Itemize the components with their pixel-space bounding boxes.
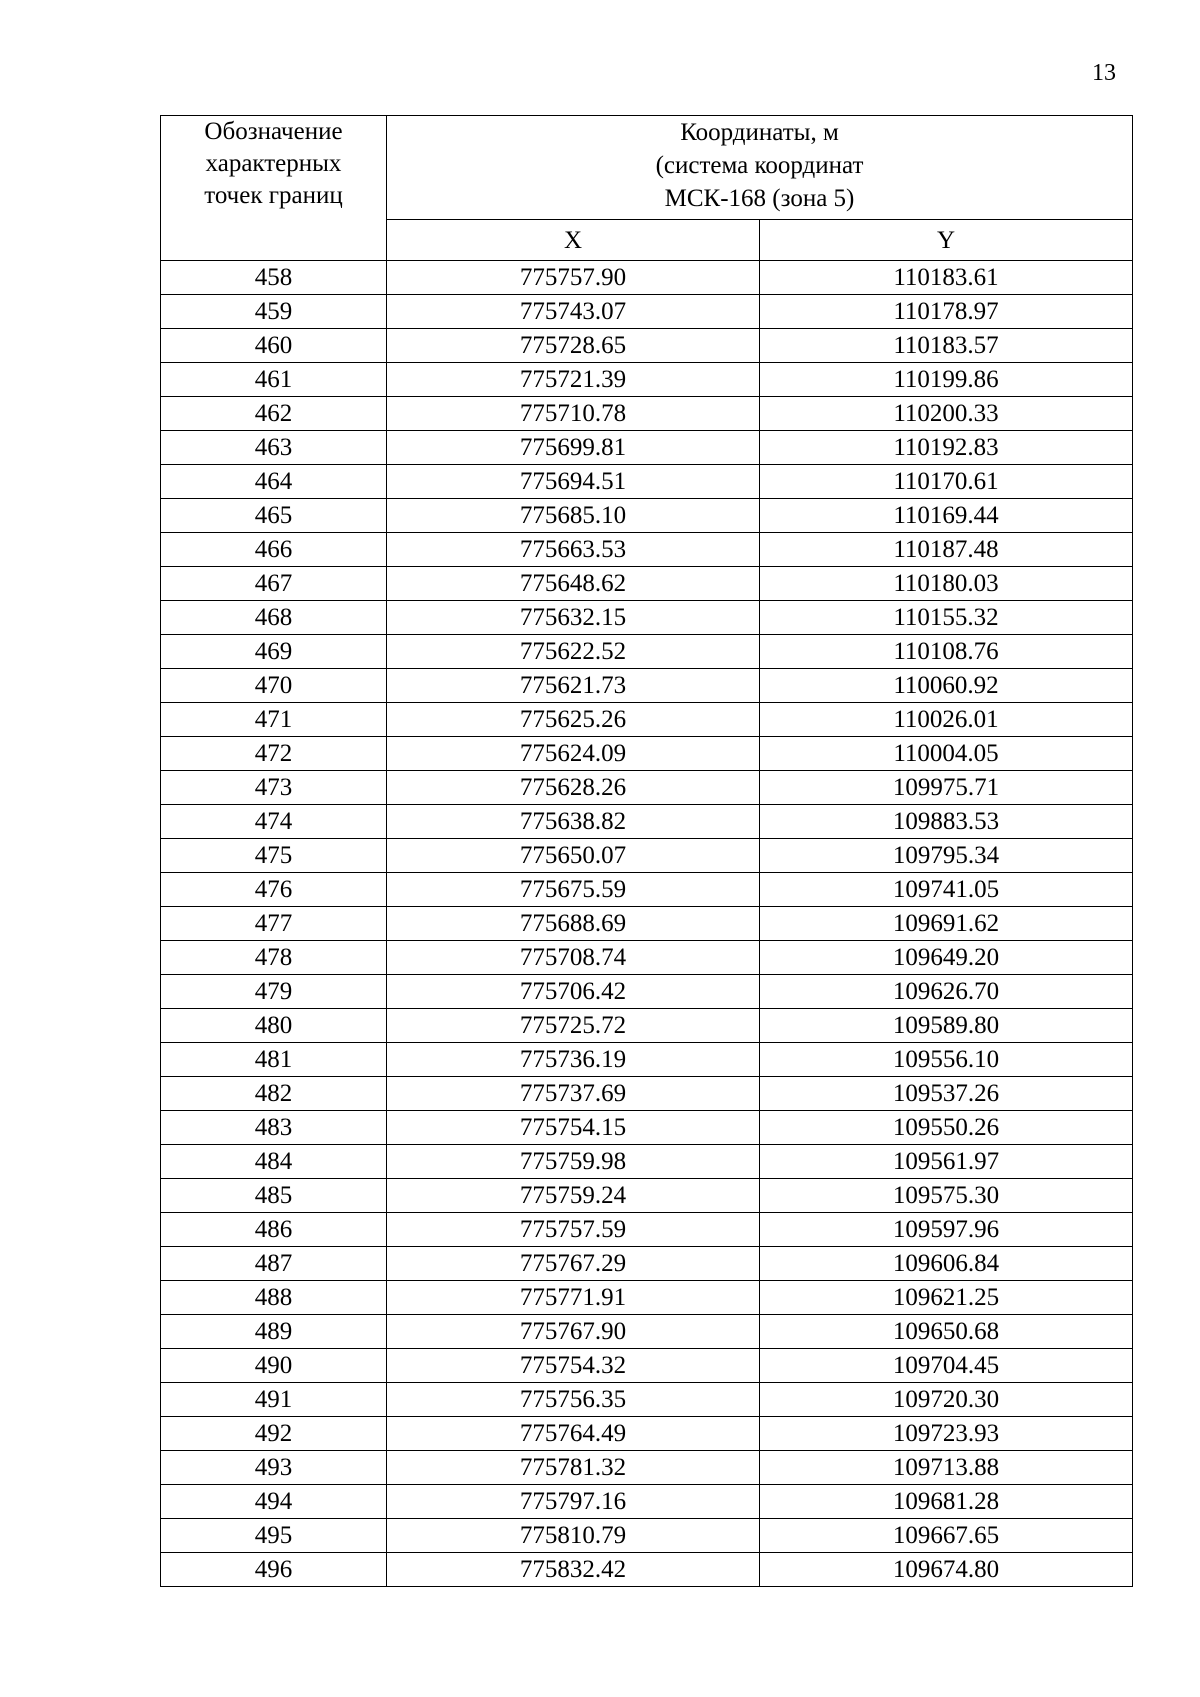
table-row [161,1077,1133,1111]
point-cell: 475 [161,839,387,873]
x-coordinate-cell: 775710.78 [387,397,760,431]
point-column-header [161,116,387,261]
x-coordinate-cell: 775754.15 [387,1111,760,1145]
table-row [161,295,1133,329]
table-row [161,1179,1133,1213]
point-cell: 467 [161,567,387,601]
x-coordinate-cell: 775737.69 [387,1077,760,1111]
x-coordinate-cell: 775743.07 [387,295,760,329]
y-coordinate-cell: 109691.62 [760,907,1133,941]
x-coordinate-cell: 775757.90 [387,261,760,295]
point-cell: 483 [161,1111,387,1145]
y-coordinate-cell: 110180.03 [760,567,1133,601]
y-coordinate-cell: 109723.93 [760,1417,1133,1451]
table-row [161,431,1133,465]
point-cell: 463 [161,431,387,465]
x-coordinate-cell: 775663.53 [387,533,760,567]
x-coordinate-cell: 775632.15 [387,601,760,635]
point-cell: 476 [161,873,387,907]
x-coordinate-cell: 775708.74 [387,941,760,975]
y-coordinate-cell: 109713.88 [760,1451,1133,1485]
coordinates-header-line: (система координат [655,152,864,179]
x-coordinate-cell: 775624.09 [387,737,760,771]
x-coordinate-cell: 775728.65 [387,329,760,363]
y-coordinate-cell: 109626.70 [760,975,1133,1009]
point-cell: 492 [161,1417,387,1451]
x-coordinate-cell: 775759.98 [387,1145,760,1179]
y-coordinate-cell: 110108.76 [760,635,1133,669]
table-row [161,601,1133,635]
x-coordinate-cell: 775706.42 [387,975,760,1009]
table-row [161,703,1133,737]
y-coordinate-cell: 110200.33 [760,397,1133,431]
point-cell: 459 [161,295,387,329]
x-coordinate-cell: 775694.51 [387,465,760,499]
y-coordinate-cell: 109795.34 [760,839,1133,873]
table-row [161,1315,1133,1349]
point-cell: 482 [161,1077,387,1111]
x-coordinate-cell: 775650.07 [387,839,760,873]
table-row [161,1213,1133,1247]
y-coordinate-cell: 109741.05 [760,873,1133,907]
point-cell: 473 [161,771,387,805]
coordinates-column-header [387,116,1133,220]
table-row [161,805,1133,839]
table-row [161,533,1133,567]
y-coordinate-cell: 109550.26 [760,1111,1133,1145]
x-coordinate-cell: 775754.32 [387,1349,760,1383]
y-coordinate-cell: 110170.61 [760,465,1133,499]
table-row [161,635,1133,669]
x-coordinate-cell: 775675.59 [387,873,760,907]
y-coordinate-cell: 110060.92 [760,669,1133,703]
coordinates-table [160,115,1133,1587]
y-coordinate-cell: 109704.45 [760,1349,1133,1383]
y-coordinate-cell: 109975.71 [760,771,1133,805]
table-row [161,567,1133,601]
table-row [161,941,1133,975]
table-row [161,397,1133,431]
x-coordinate-cell: 775688.69 [387,907,760,941]
table-row [161,975,1133,1009]
point-cell: 471 [161,703,387,737]
y-coordinate-cell: 109575.30 [760,1179,1133,1213]
table-row [161,669,1133,703]
x-coordinate-cell: 775628.26 [387,771,760,805]
x-coordinate-cell: 775767.90 [387,1315,760,1349]
y-coordinate-cell: 110155.32 [760,601,1133,635]
point-cell: 493 [161,1451,387,1485]
point-cell: 469 [161,635,387,669]
table-row [161,329,1133,363]
table-row [161,261,1133,295]
point-cell: 481 [161,1043,387,1077]
point-cell: 478 [161,941,387,975]
point-cell: 464 [161,465,387,499]
point-cell: 470 [161,669,387,703]
point-cell: 474 [161,805,387,839]
table-row [161,1349,1133,1383]
y-coordinate-cell: 110187.48 [760,533,1133,567]
point-cell: 472 [161,737,387,771]
y-coordinate-cell: 109556.10 [760,1043,1133,1077]
table-row [161,1553,1133,1587]
y-coordinate-cell: 109561.97 [760,1145,1133,1179]
x-column-header: X [387,220,760,261]
table-row [161,499,1133,533]
table-row [161,873,1133,907]
x-coordinate-cell: 775721.39 [387,363,760,397]
point-cell: 495 [161,1519,387,1553]
x-coordinate-cell: 775621.73 [387,669,760,703]
point-header-line: Обозначение [204,118,343,145]
point-cell: 458 [161,261,387,295]
page-number: 13 [1092,60,1116,86]
coordinates-header-line: Координаты, м [680,119,839,146]
table-row [161,1383,1133,1417]
table-row [161,1247,1133,1281]
point-cell: 484 [161,1145,387,1179]
y-column-header: Y [760,220,1133,261]
y-coordinate-cell: 109883.53 [760,805,1133,839]
point-cell: 485 [161,1179,387,1213]
table-row [161,1281,1133,1315]
y-coordinate-cell: 109720.30 [760,1383,1133,1417]
point-cell: 496 [161,1553,387,1587]
table-row [161,1043,1133,1077]
y-coordinate-cell: 109681.28 [760,1485,1133,1519]
x-coordinate-cell: 775757.59 [387,1213,760,1247]
x-coordinate-cell: 775810.79 [387,1519,760,1553]
point-header-line: характерных [205,150,342,177]
table-row [161,465,1133,499]
x-coordinate-cell: 775767.29 [387,1247,760,1281]
table-row [161,839,1133,873]
y-coordinate-cell: 110183.61 [760,261,1133,295]
x-coordinate-cell: 775771.91 [387,1281,760,1315]
y-coordinate-cell: 109667.65 [760,1519,1133,1553]
table-row [161,1519,1133,1553]
y-coordinate-cell: 109589.80 [760,1009,1133,1043]
table-row [161,1145,1133,1179]
point-cell: 487 [161,1247,387,1281]
x-coordinate-cell: 775736.19 [387,1043,760,1077]
y-coordinate-cell: 110004.05 [760,737,1133,771]
x-coordinate-cell: 775756.35 [387,1383,760,1417]
table-body [161,261,1133,1587]
y-coordinate-cell: 109649.20 [760,941,1133,975]
x-coordinate-cell: 775699.81 [387,431,760,465]
x-coordinate-cell: 775638.82 [387,805,760,839]
y-coordinate-cell: 109650.68 [760,1315,1133,1349]
point-cell: 466 [161,533,387,567]
table-row [161,737,1133,771]
point-cell: 488 [161,1281,387,1315]
y-coordinate-cell: 109606.84 [760,1247,1133,1281]
x-coordinate-cell: 775832.42 [387,1553,760,1587]
x-coordinate-cell: 775625.26 [387,703,760,737]
point-cell: 460 [161,329,387,363]
y-coordinate-cell: 109621.25 [760,1281,1133,1315]
table-header [161,116,1133,261]
point-cell: 465 [161,499,387,533]
y-coordinate-cell: 109674.80 [760,1553,1133,1587]
point-cell: 494 [161,1485,387,1519]
table-row [161,1485,1133,1519]
point-cell: 486 [161,1213,387,1247]
y-coordinate-cell: 109597.96 [760,1213,1133,1247]
point-cell: 468 [161,601,387,635]
table-row [161,1111,1133,1145]
y-coordinate-cell: 110192.83 [760,431,1133,465]
x-coordinate-cell: 775764.49 [387,1417,760,1451]
point-cell: 479 [161,975,387,1009]
point-cell: 489 [161,1315,387,1349]
x-coordinate-cell: 775685.10 [387,499,760,533]
point-cell: 490 [161,1349,387,1383]
y-coordinate-cell: 110183.57 [760,329,1133,363]
table-row [161,907,1133,941]
y-coordinate-cell: 110178.97 [760,295,1133,329]
x-coordinate-cell: 775622.52 [387,635,760,669]
x-coordinate-cell: 775725.72 [387,1009,760,1043]
x-coordinate-cell: 775759.24 [387,1179,760,1213]
table-row [161,363,1133,397]
y-coordinate-cell: 110169.44 [760,499,1133,533]
table-row [161,1417,1133,1451]
y-coordinate-cell: 110199.86 [760,363,1133,397]
point-cell: 461 [161,363,387,397]
table-row [161,1009,1133,1043]
y-coordinate-cell: 109537.26 [760,1077,1133,1111]
x-coordinate-cell: 775797.16 [387,1485,760,1519]
y-coordinate-cell: 110026.01 [760,703,1133,737]
point-cell: 480 [161,1009,387,1043]
table-row [161,1451,1133,1485]
x-coordinate-cell: 775648.62 [387,567,760,601]
coordinates-header-line: МСК-168 (зона 5) [664,185,855,212]
point-header-line: точек границ [204,182,343,209]
point-cell: 477 [161,907,387,941]
x-coordinate-cell: 775781.32 [387,1451,760,1485]
table-row [161,771,1133,805]
point-cell: 491 [161,1383,387,1417]
point-cell: 462 [161,397,387,431]
